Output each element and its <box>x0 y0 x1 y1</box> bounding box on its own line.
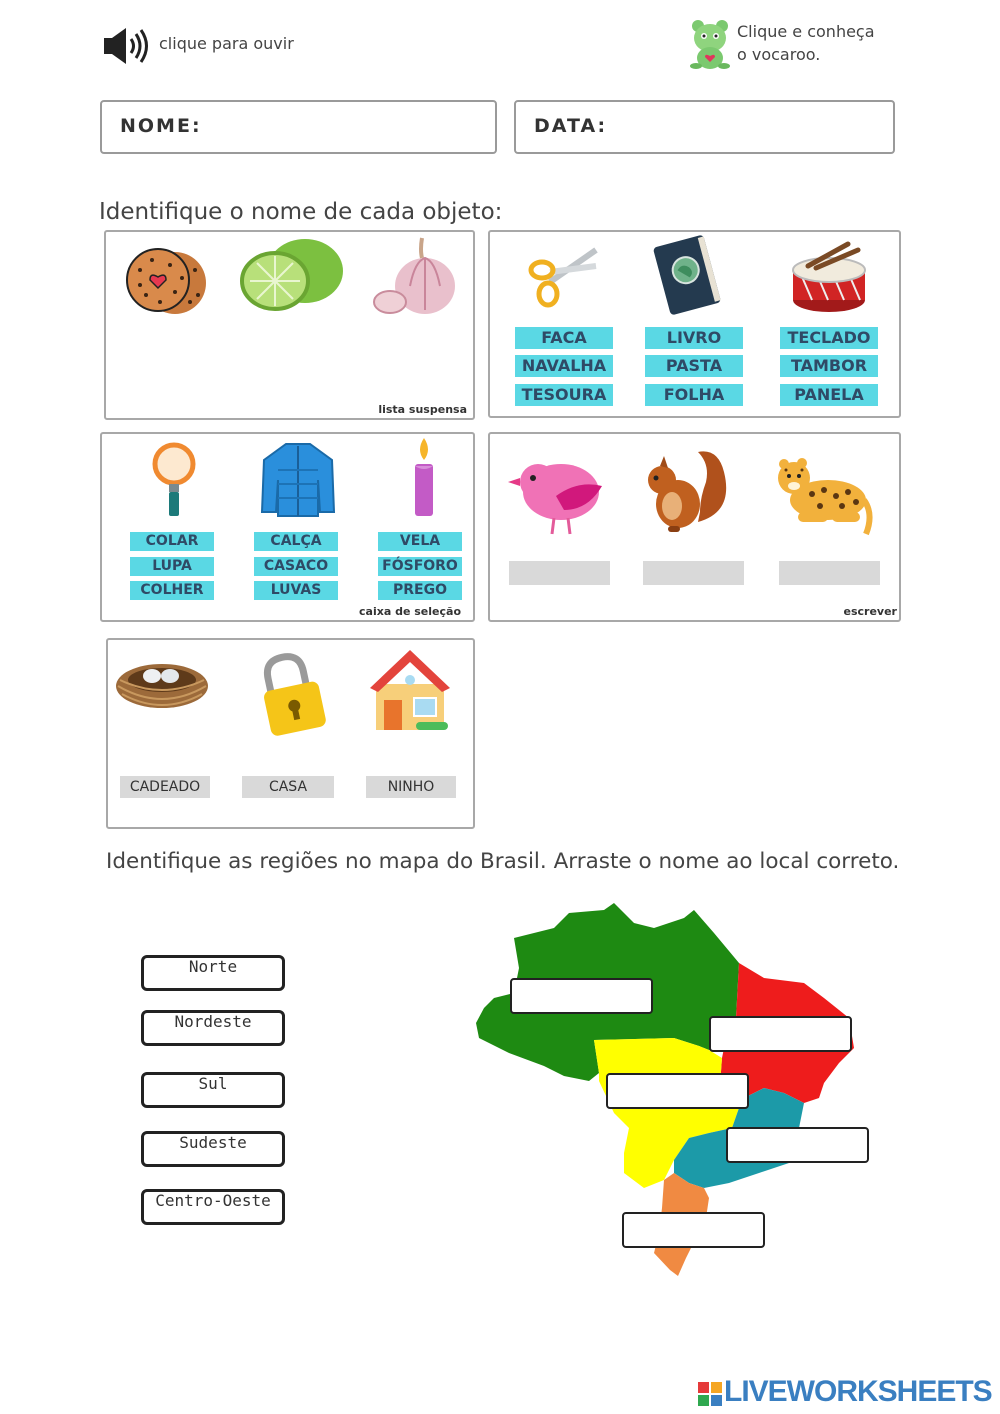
squirrel-icon <box>638 442 734 538</box>
box1-tag: lista suspensa <box>378 403 467 416</box>
drag-norte[interactable]: Norte <box>141 955 285 991</box>
lime-icon <box>235 236 347 316</box>
answer-input-squirrel[interactable] <box>643 561 744 585</box>
question-regions: Identifique as regiões no mapa do Brasil. Arraste o nome ao local correto. <box>106 849 900 874</box>
house-icon <box>366 644 454 736</box>
option[interactable]: FACA <box>515 327 613 349</box>
drop-zone-3[interactable] <box>606 1073 749 1109</box>
jacket-icon <box>258 440 338 520</box>
jaguar-icon <box>772 450 876 542</box>
option[interactable]: TECLADO <box>780 327 878 349</box>
drag-sul[interactable]: Sul <box>141 1072 285 1108</box>
vocaroo-link[interactable] <box>688 18 888 70</box>
box-options-1 <box>488 230 901 418</box>
cookies-icon <box>120 240 210 320</box>
brand-text: LIVEWORKSHEETS <box>724 1375 992 1408</box>
drum-icon <box>786 234 872 320</box>
box-match <box>106 638 475 829</box>
option[interactable]: COLHER <box>130 581 214 600</box>
match-label-ninho[interactable]: NINHO <box>366 776 456 798</box>
liveworksheets-logo <box>698 1375 998 1412</box>
audio-label: clique para ouvir <box>159 34 294 53</box>
drag-nordeste[interactable]: Nordeste <box>141 1010 285 1046</box>
match-label-casa[interactable]: CASA <box>242 776 334 798</box>
option[interactable]: NAVALHA <box>515 355 613 377</box>
vocaroo-line1: Clique e conheça <box>737 22 875 41</box>
option[interactable]: CASACO <box>254 557 338 576</box>
drag-centro-oeste[interactable]: Centro-Oeste <box>141 1189 285 1225</box>
option[interactable]: PANELA <box>780 384 878 406</box>
option[interactable]: LUVAS <box>254 581 338 600</box>
mascot-icon <box>688 18 734 70</box>
name-field[interactable]: NOME: <box>100 100 497 154</box>
vocaroo-line2: o vocaroo. <box>737 45 821 64</box>
answer-input-bird[interactable] <box>509 561 610 585</box>
option[interactable]: TESOURA <box>515 384 613 406</box>
drop-zone-4[interactable] <box>726 1127 869 1163</box>
bird-icon <box>506 450 610 540</box>
drag-sudeste[interactable]: Sudeste <box>141 1131 285 1167</box>
option[interactable]: TAMBOR <box>780 355 878 377</box>
magnifying-glass-icon <box>150 440 200 522</box>
option[interactable]: LIVRO <box>645 327 743 349</box>
option[interactable]: LUPA <box>130 557 214 576</box>
option[interactable]: VELA <box>378 532 462 551</box>
option[interactable]: PREGO <box>378 581 462 600</box>
scissors-icon <box>524 240 604 310</box>
option[interactable]: FOLHA <box>645 384 743 406</box>
option[interactable]: COLAR <box>130 532 214 551</box>
drop-zone-1[interactable] <box>510 978 653 1014</box>
padlock-icon <box>256 650 328 740</box>
lws-mark-icon <box>698 1382 722 1406</box>
box-dropdown <box>104 230 475 420</box>
question-objects: Identifique o nome de cada objeto: <box>99 199 503 225</box>
match-label-cadeado[interactable]: CADEADO <box>120 776 210 798</box>
drop-zone-5[interactable] <box>622 1212 765 1248</box>
box-write <box>488 432 901 622</box>
option[interactable]: FÓSFORO <box>378 557 462 576</box>
box4-tag: escrever <box>843 605 897 618</box>
audio-button[interactable] <box>102 24 302 68</box>
nest-icon <box>112 656 212 718</box>
book-icon <box>647 232 727 318</box>
candle-icon <box>404 436 444 520</box>
garlic-icon <box>370 236 462 322</box>
date-field[interactable]: DATA: <box>514 100 895 154</box>
box3-tag: caixa de seleção <box>359 605 461 618</box>
option[interactable]: PASTA <box>645 355 743 377</box>
answer-input-jaguar[interactable] <box>779 561 880 585</box>
drop-zone-2[interactable] <box>709 1016 852 1052</box>
option[interactable]: CALÇA <box>254 532 338 551</box>
speaker-icon <box>102 24 150 68</box>
box-checkbox <box>100 432 475 622</box>
